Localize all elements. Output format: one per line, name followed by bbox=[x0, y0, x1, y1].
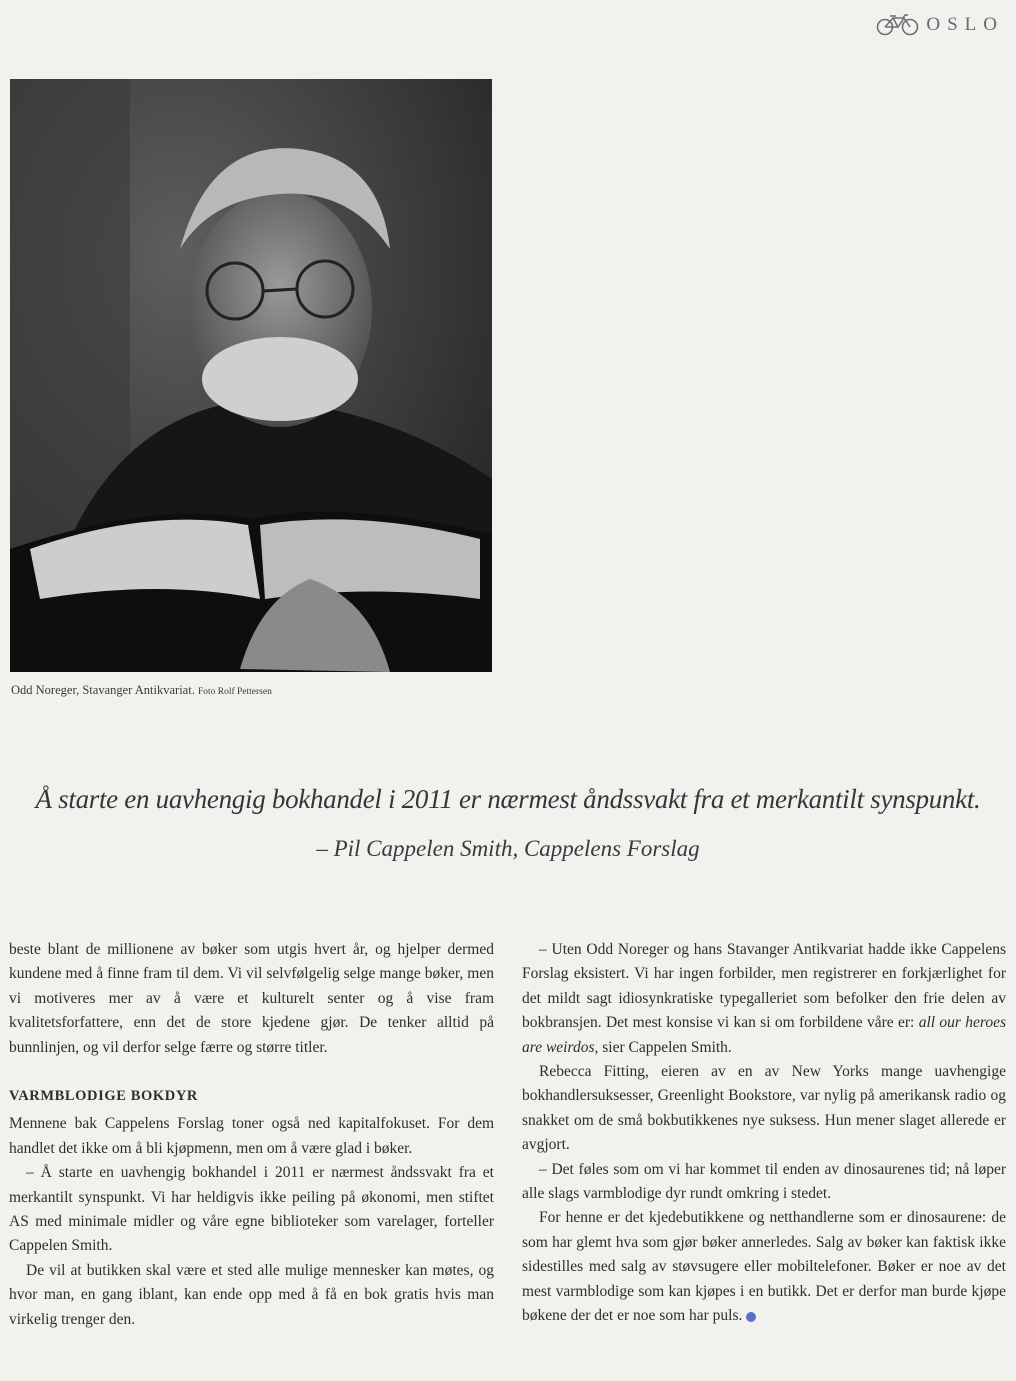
paragraph bbox=[522, 938, 1006, 1060]
paragraph-text: For henne er det kjedebutikkene og netthandlerne som er dinosaurene: de som har glemt hva som gjør bøker annerledes. Salg av bøker kan faktisk ikke sidestilles med salg av støvsugere eller mobiltelefoner. Bøker er noe av det mest varmblodige som kan kjøpes i en butikk. Det er derfor man burde kjøpe bøkene der det er noe som har puls. bbox=[522, 1209, 1006, 1325]
section-label: OSLO bbox=[926, 14, 1004, 35]
left-column bbox=[9, 938, 494, 1332]
paragraph-text: – Uten Odd Noreger og hans Stavanger Antikvariat hadde ikke Cappelens Forslag eksistert. Vi har ingen forbilder, men registrerer en forkjærlighet for det mildt sagt idiosynkratiske typegalleriet som befolker den frie delen av bokbransjen. Det mest konsise vi kan si om forbildene våre er: bbox=[522, 941, 1006, 1032]
paragraph: Mennene bak Cappelens Forslag toner også ned kapitalfokuset. For dem handlet det ikke om å bli kjøpmenn, men om å være glad i bøker. bbox=[9, 1115, 494, 1157]
pull-quote-attribution: – Pil Cappelen Smith, Cappelens Forslag bbox=[316, 836, 700, 861]
bicycle-icon bbox=[876, 14, 920, 36]
right-column bbox=[522, 938, 1006, 1329]
paragraph: – Å starte en uavhengig bokhandel i 2011 er nærmest åndssvakt fra et merkantilt synspunkt. Vi har heldigvis ikke peiling på økonomi, men stiftet AS med minimale midler og våre egne biblioteker som varelager, forteller Cappelen Smith. bbox=[9, 1164, 494, 1255]
portrait-photo bbox=[10, 79, 492, 672]
paragraph bbox=[522, 1206, 1006, 1328]
paragraph-text: , sier Cappelen Smith. bbox=[594, 1038, 732, 1056]
italic-phrase: all our heroes are weirdos bbox=[522, 1014, 1006, 1056]
paragraph: – Det føles som om vi har kommet til enden av dinosaurenes tid; nå løper alle slags varmblodige dyr rundt omkring i stedet. bbox=[522, 1160, 1006, 1203]
photo-credit: Foto Rolf Pettersen bbox=[197, 687, 272, 697]
caption-text: Odd Noreger, Stavanger Antikvariat. bbox=[11, 683, 195, 697]
end-mark-icon bbox=[746, 1312, 756, 1322]
pull-quote: Å starte en uavhengig bokhandel i 2011 er nærmest åndssvakt fra et merkantilt synspunkt. bbox=[35, 784, 981, 814]
paragraph: beste blant de millionene av bøker som utgis hvert år, og hjelper dermed kundene med å finne fram til dem. Vi vil selvfølgelig selge mange bøker, men vi motiveres mer av å være et kulturelt senter og å vise fram kvalitetsforfattere, enn det de store kjedene gjør. De tenker alltid på bunnlinjen, og vil derfor selge færre og større titler. bbox=[9, 941, 494, 1056]
page-header bbox=[876, 14, 1004, 36]
paragraph: Rebecca Fitting, eieren av en av New Yorks mange uavhengige bokhandlersuksesser, Greenlight Bookstore, var nylig på amerikansk radio og snakket om de små bokbutikkenes nye suksess. Hun mener slaget allerede er avgjort. bbox=[522, 1063, 1006, 1154]
paragraph: De vil at butikken skal være et sted alle mulige mennesker kan møtes, og hvor man, en gang iblant, kan ende opp med å få en bok gratis hvis man virkelig trenger den. bbox=[9, 1261, 494, 1328]
photo-caption bbox=[11, 683, 272, 698]
section-heading: VARMBLODIGE BOKDYR bbox=[9, 1088, 198, 1105]
